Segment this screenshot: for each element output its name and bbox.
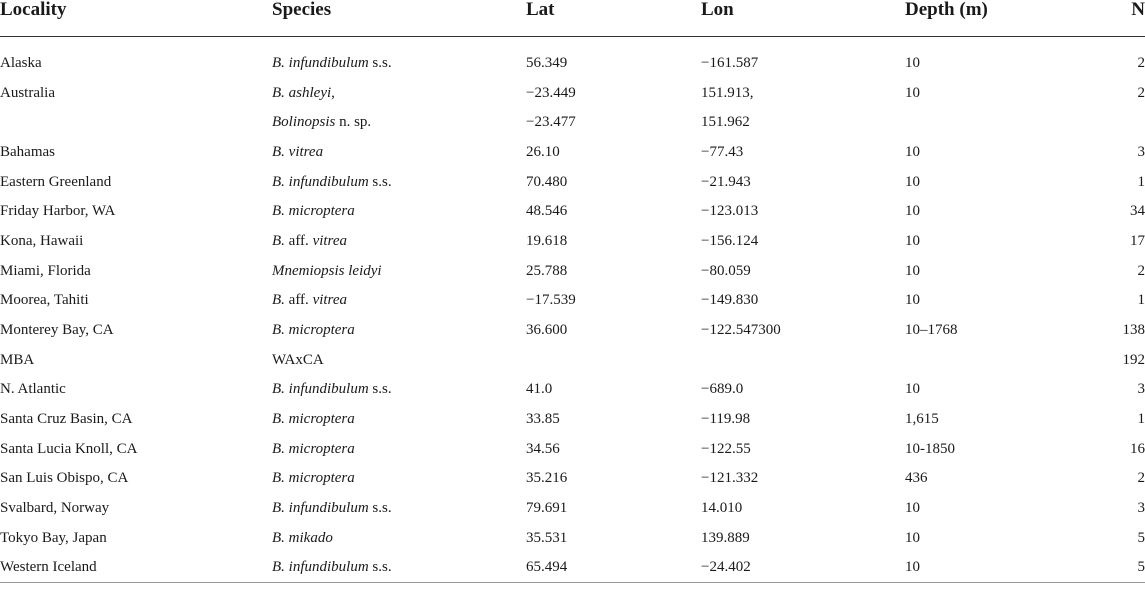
- cell-depth: 436: [905, 470, 928, 487]
- cell-species: [272, 315, 526, 345]
- species-qualifier: aff.: [284, 232, 313, 249]
- table-row: [0, 553, 1145, 583]
- species-italic: vitrea: [312, 292, 347, 309]
- cell-n: 5: [1105, 553, 1145, 583]
- cell-n: 2: [1137, 470, 1145, 487]
- cell-lat: 41.0: [526, 381, 553, 398]
- cell-species: [272, 78, 526, 108]
- cell-lon: 151.913,: [701, 84, 754, 101]
- cell-lat: 26.10: [526, 143, 560, 160]
- cell-n: 34: [1130, 203, 1145, 220]
- cell-lon: −119.98: [701, 411, 751, 428]
- table-row: [0, 256, 1145, 286]
- cell-species: [272, 286, 526, 316]
- cell-lon: 14.010: [701, 500, 743, 517]
- cell-lat: 65.494: [526, 553, 701, 583]
- species-italic: B. microptera: [272, 203, 355, 220]
- cell-n: 192: [1122, 351, 1145, 368]
- cell-species: [272, 345, 526, 375]
- cell-depth: 10–1768: [905, 322, 958, 339]
- header-row: [0, 0, 1145, 36]
- cell-lon: −689.0: [701, 381, 744, 398]
- cell-locality: Svalbard, Norway: [0, 500, 110, 517]
- cell-species: [272, 493, 526, 523]
- cell-lat: 25.788: [526, 262, 568, 279]
- cell-depth: 10: [905, 84, 920, 101]
- cell-depth: 10: [905, 173, 920, 190]
- species-italic: B.: [272, 292, 285, 309]
- cell-n: 2: [1137, 262, 1145, 279]
- cell-lon: −161.587: [701, 54, 759, 71]
- species-qualifier: ,: [331, 84, 335, 101]
- table-row: [0, 286, 1145, 316]
- header-lon: Lon: [701, 0, 905, 36]
- cell-species: [272, 256, 526, 286]
- cell-lat: −23.477: [526, 114, 576, 131]
- header-lat: Lat: [526, 0, 701, 36]
- cell-locality: Santa Cruz Basin, CA: [0, 411, 133, 428]
- cell-lon: −24.402: [701, 553, 905, 583]
- cell-n: 1: [1137, 411, 1145, 428]
- cell-lat: 33.85: [526, 411, 560, 428]
- species-italic: vitrea: [312, 232, 347, 249]
- cell-depth: 10: [905, 203, 920, 220]
- table-row: [0, 404, 1145, 434]
- cell-locality: Miami, Florida: [0, 262, 91, 279]
- cell-lat: 35.531: [526, 529, 568, 546]
- cell-locality: MBA: [0, 351, 35, 368]
- species-italic: Mnemiopsis leidyi: [272, 262, 382, 279]
- species-qualifier: s.s.: [368, 559, 392, 576]
- cell-species: [272, 404, 526, 434]
- species-italic: B. mikado: [272, 529, 333, 546]
- cell-lat: 70.480: [526, 173, 568, 190]
- species-qualifier: n. sp.: [335, 114, 372, 131]
- cell-species: [272, 553, 526, 583]
- cell-n: 3: [1137, 143, 1145, 160]
- header-depth: Depth (m): [905, 0, 1105, 36]
- cell-n: 3: [1137, 381, 1145, 398]
- cell-lat: −17.539: [526, 292, 576, 309]
- cell-species: [272, 167, 526, 197]
- cell-lat: 48.546: [526, 203, 568, 220]
- cell-locality: Santa Lucia Knoll, CA: [0, 440, 138, 457]
- cell-n: 1: [1137, 173, 1145, 190]
- species-italic: B. microptera: [272, 322, 355, 339]
- table-row: [0, 434, 1145, 464]
- cell-species: [272, 196, 526, 226]
- cell-species: [272, 48, 526, 78]
- cell-lon: −122.55: [701, 440, 751, 457]
- cell-lon: 151.962: [701, 114, 750, 131]
- cell-locality: Western Iceland: [0, 553, 272, 583]
- table-row: [0, 78, 1145, 108]
- cell-lat: 79.691: [526, 500, 568, 517]
- cell-lon: −149.830: [701, 292, 759, 309]
- cell-species: [272, 523, 526, 553]
- cell-lat: 35.216: [526, 470, 568, 487]
- cell-n: 138: [1122, 322, 1145, 339]
- cell-depth: 10: [905, 54, 920, 71]
- species-italic: B.: [272, 232, 285, 249]
- table-header: [0, 0, 1145, 36]
- species-qualifier: aff.: [284, 292, 313, 309]
- table-body: [0, 36, 1145, 582]
- cell-depth: 10: [905, 553, 1105, 583]
- cell-lon: [701, 345, 905, 375]
- cell-species: [272, 434, 526, 464]
- cell-locality: Bahamas: [0, 143, 55, 160]
- cell-locality: San Luis Obispo, CA: [0, 470, 129, 487]
- cell-species: [272, 107, 526, 137]
- header-species: Species: [272, 0, 526, 36]
- cell-n: 1: [1137, 292, 1145, 309]
- cell-n: 2: [1137, 54, 1145, 71]
- cell-depth: 10: [905, 500, 920, 517]
- species-qualifier: s.s.: [368, 173, 392, 190]
- cell-lon: −80.059: [701, 262, 751, 279]
- cell-depth: 10: [905, 262, 920, 279]
- spacer-row: [0, 36, 1145, 48]
- table-row: [0, 48, 1145, 78]
- cell-lat: 56.349: [526, 54, 568, 71]
- species-qualifier: s.s.: [368, 381, 392, 398]
- cell-locality: Eastern Greenland: [0, 173, 112, 190]
- species-qualifier: s.s.: [368, 500, 392, 517]
- species-italic: B. microptera: [272, 440, 355, 457]
- cell-depth: [905, 345, 1105, 375]
- species-italic: B. infundibulum: [272, 500, 369, 517]
- cell-lat: 36.600: [526, 322, 568, 339]
- species-italic: B. ashleyi: [272, 84, 332, 101]
- cell-lon: −156.124: [701, 232, 759, 249]
- cell-n: 2: [1137, 84, 1145, 101]
- cell-depth: 10: [905, 381, 920, 398]
- cell-lon: −121.332: [701, 470, 759, 487]
- cell-n: 16: [1130, 440, 1145, 457]
- table-row: [0, 523, 1145, 553]
- cell-lat: 34.56: [526, 440, 560, 457]
- cell-lat: [526, 345, 701, 375]
- table-row: [0, 226, 1145, 256]
- table-row: [0, 107, 1145, 137]
- cell-depth: 10-1850: [905, 440, 955, 457]
- species-italic: B. microptera: [272, 411, 355, 428]
- cell-locality: Tokyo Bay, Japan: [0, 529, 107, 546]
- cell-lon: 139.889: [701, 529, 750, 546]
- species-italic: B. infundibulum: [272, 559, 369, 576]
- header-locality: Locality: [0, 0, 272, 36]
- cell-locality: N. Atlantic: [0, 381, 66, 398]
- cell-n: 5: [1137, 529, 1145, 546]
- table-row: [0, 345, 1145, 375]
- cell-lon: −21.943: [701, 173, 751, 190]
- table-row: [0, 375, 1145, 405]
- cell-species: [272, 375, 526, 405]
- header-n: N: [1105, 0, 1145, 36]
- cell-depth: 10: [905, 232, 920, 249]
- table-row: [0, 196, 1145, 226]
- species-italic: B. vitrea: [272, 143, 324, 160]
- cell-n: [1105, 107, 1145, 137]
- species-italic: B. microptera: [272, 470, 355, 487]
- cell-locality: Moorea, Tahiti: [0, 292, 89, 309]
- species-italic: Bolinopsis: [272, 114, 336, 131]
- cell-lon: −122.547300: [701, 322, 781, 339]
- cell-n: 3: [1137, 500, 1145, 517]
- cell-depth: 10: [905, 292, 920, 309]
- table-row: [0, 315, 1145, 345]
- cell-depth: 10: [905, 143, 920, 160]
- species-qualifier: WAxCA: [272, 351, 324, 368]
- cell-locality: Kona, Hawaii: [0, 232, 84, 249]
- species-qualifier: s.s.: [368, 54, 392, 71]
- cell-lon: −77.43: [701, 143, 744, 160]
- species-italic: B. infundibulum: [272, 54, 369, 71]
- table-row: [0, 167, 1145, 197]
- cell-lat: −23.449: [526, 84, 576, 101]
- cell-locality: [0, 107, 272, 137]
- table-row: [0, 493, 1145, 523]
- table-row: [0, 137, 1145, 167]
- cell-locality: Monterey Bay, CA: [0, 322, 114, 339]
- cell-depth: 1,615: [905, 411, 939, 428]
- cell-species: [272, 464, 526, 494]
- cell-lat: 19.618: [526, 232, 568, 249]
- cell-species: [272, 226, 526, 256]
- cell-depth: 10: [905, 529, 920, 546]
- table-row: [0, 464, 1145, 494]
- cell-lon: −123.013: [701, 203, 759, 220]
- cell-locality: Australia: [0, 84, 55, 101]
- cell-depth: [905, 107, 1105, 137]
- cell-species: [272, 137, 526, 167]
- cell-n: 17: [1130, 232, 1145, 249]
- cell-locality: Alaska: [0, 54, 42, 71]
- species-italic: B. infundibulum: [272, 173, 369, 190]
- cell-locality: Friday Harbor, WA: [0, 203, 116, 220]
- species-italic: B. infundibulum: [272, 381, 369, 398]
